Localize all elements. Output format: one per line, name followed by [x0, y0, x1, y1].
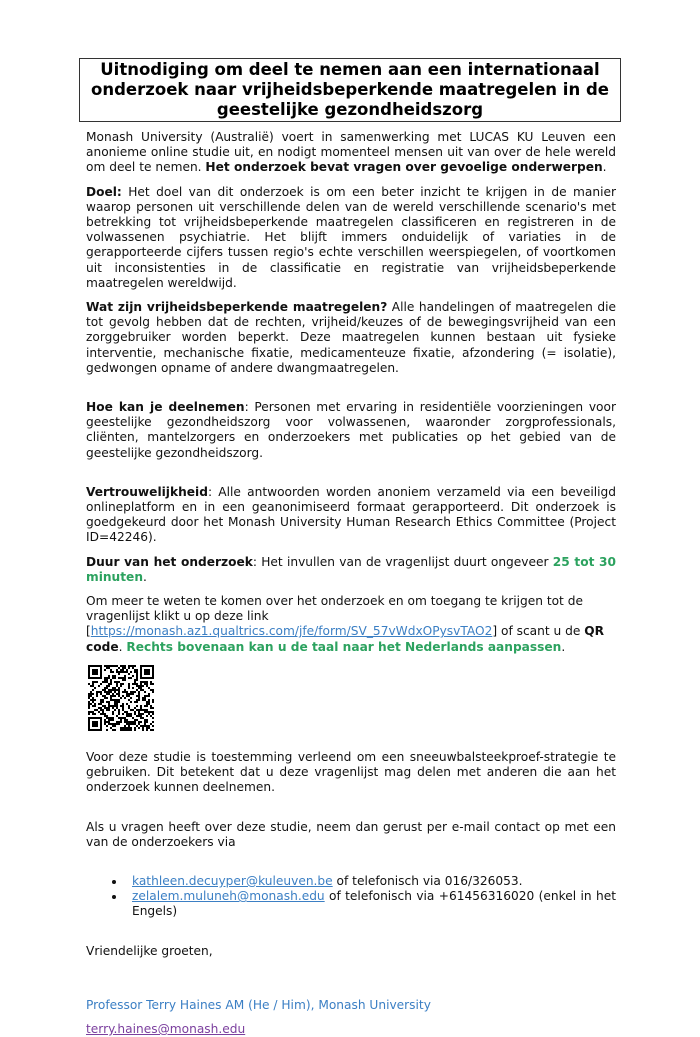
wat-label: Wat zijn vrijheidsbeperkende maatregelen? [86, 300, 388, 315]
language-note: Rechts bovenaan kan u de taal naar het Nederlands aanpassen [126, 639, 562, 654]
link-text-2: of scant u de [500, 624, 581, 639]
intro-paragraph [86, 130, 616, 176]
intro-text: Monash University (Australië) voert in samenwerking met LUCAS KU Leuven een anonieme online studie uit, en nodigt momenteel mensen uit van over de hele wereld om deel te nemen. [86, 130, 616, 175]
contact-list [86, 874, 616, 920]
contact-text-2: of telefonisch via +61456316020 (enkel in het Engels) [132, 889, 616, 919]
hoe-label: Hoe kan je deelnemen [86, 400, 245, 415]
vertrouw-paragraph [86, 485, 616, 546]
contact-text-1: of telefonisch via 016/326053. [332, 873, 523, 888]
hoe-text: : Personen met ervaring in residentiële voorzieningen voor geestelijke gezondheidszorg voor volwassenen, waaronder zorgprofessionals, cliënten, mantelzorgers en onderzoekers met publicaties op het gebied van de geestelijke gezondheidszorg. [86, 400, 616, 460]
qr-bold: QR code [86, 624, 604, 654]
duur-end: . [143, 569, 147, 584]
contact-item [126, 889, 616, 919]
duur-paragraph [86, 555, 616, 585]
link-end: . [561, 639, 566, 654]
signature-email[interactable]: terry.haines@monash.edu [86, 1021, 246, 1036]
qr-code-graphic [88, 665, 154, 731]
vertrouw-text: : Alle antwoorden worden anoniem verzameld via een beveiligd onlineplatform en in een geanonimiseerd formaat gerapporteerd. Dit onderzoek is goedgekeurd door het Monash University Human Research Ethics Committee (Project ID=42246). [86, 484, 616, 545]
contact-email-1[interactable]: kathleen.decuyper@kuleuven.be [132, 873, 333, 888]
duur-text: : Het invullen van de vragenlijst duurt ongeveer [252, 554, 549, 569]
signature-email-line [86, 1022, 616, 1037]
document-body [86, 130, 616, 1037]
wat-paragraph [86, 300, 616, 376]
signature-name: Professor Terry Haines AM (He / Him), Monash University [86, 997, 431, 1012]
intro-bold: Het onderzoek bevat vragen over gevoelige onderwerpen [205, 160, 603, 175]
vertrouw-label: Vertrouwelijkheid [86, 484, 208, 499]
duur-label: Duur van het onderzoek [86, 554, 253, 569]
doel-label: Doel: [86, 184, 122, 199]
link-text-1: Om meer te weten te komen over het onderzoek en om toegang te krijgen tot de vragenlijst klikt u op deze link [86, 594, 583, 624]
survey-link[interactable]: https://monash.az1.qualtrics.com/jfe/form/SV_57vWdxOPysvTAO2 [90, 624, 493, 639]
contact-item [126, 874, 616, 889]
title-box [79, 58, 621, 122]
link-paragraph [86, 594, 616, 655]
duur-highlight: 25 tot 30 minuten [86, 554, 616, 584]
greeting: Vriendelijke groeten, [86, 943, 213, 958]
contact-email-2[interactable]: zelalem.muluneh@monash.edu [132, 889, 325, 904]
qr-code-icon[interactable] [88, 665, 154, 731]
bracket-close: ] [492, 624, 498, 639]
questions-paragraph: Als u vragen heeft over deze studie, neem dan gerust per e-mail contact op met een van de onderzoekers via [86, 819, 616, 849]
intro-end: . [602, 160, 607, 175]
link-dot: . [118, 639, 123, 654]
doel-text: Het doel van dit onderzoek is om een beter inzicht te krijgen in de manier waarop personen uit verschillende delen van de wereld verschillende scenario's met betrekking tot vrijheidsbeperkende maatregelen classificeren en registreren in de volwassenen psychiatrie. Het blijft immers onduidelijk of variaties in de gerapporteerde cijfers tussen regio's echte verschillen weerspiegelen, of voortkomen uit inconsistenties in de classificatie en registratie van vrijheidsbeperkende maatregelen wereldwijd. [86, 184, 616, 290]
hoe-paragraph [86, 400, 616, 461]
snowball-paragraph: Voor deze studie is toestemming verleend om een sneeuwbalsteekproef-strategie te gebruiken. Dit betekent dat u deze vragenlijst mag delen met anderen die aan het onderzoek kunnen deelnemen. [86, 749, 616, 795]
wat-text: Alle handelingen of maatregelen die tot gevolg hebben dat de rechten, vrijheid/keuzes of de bewegingsvrijheid van een zorggebruiker worden beperkt. Deze maatregelen kunnen bestaan uit fysieke interventie, mechanische fixatie, medicamenteuze fixatie, afzondering (= isolatie), gedwongen opname of andere dwangmaatregelen. [86, 300, 617, 375]
page-title: Uitnodiging om deel te nemen aan een internationaal onderzoek naar vrijheidsbeperkende maatregelen in de geestelijke gezondheidszorg [91, 60, 609, 119]
doel-paragraph [86, 185, 616, 291]
bracket-open: [ [86, 624, 91, 639]
